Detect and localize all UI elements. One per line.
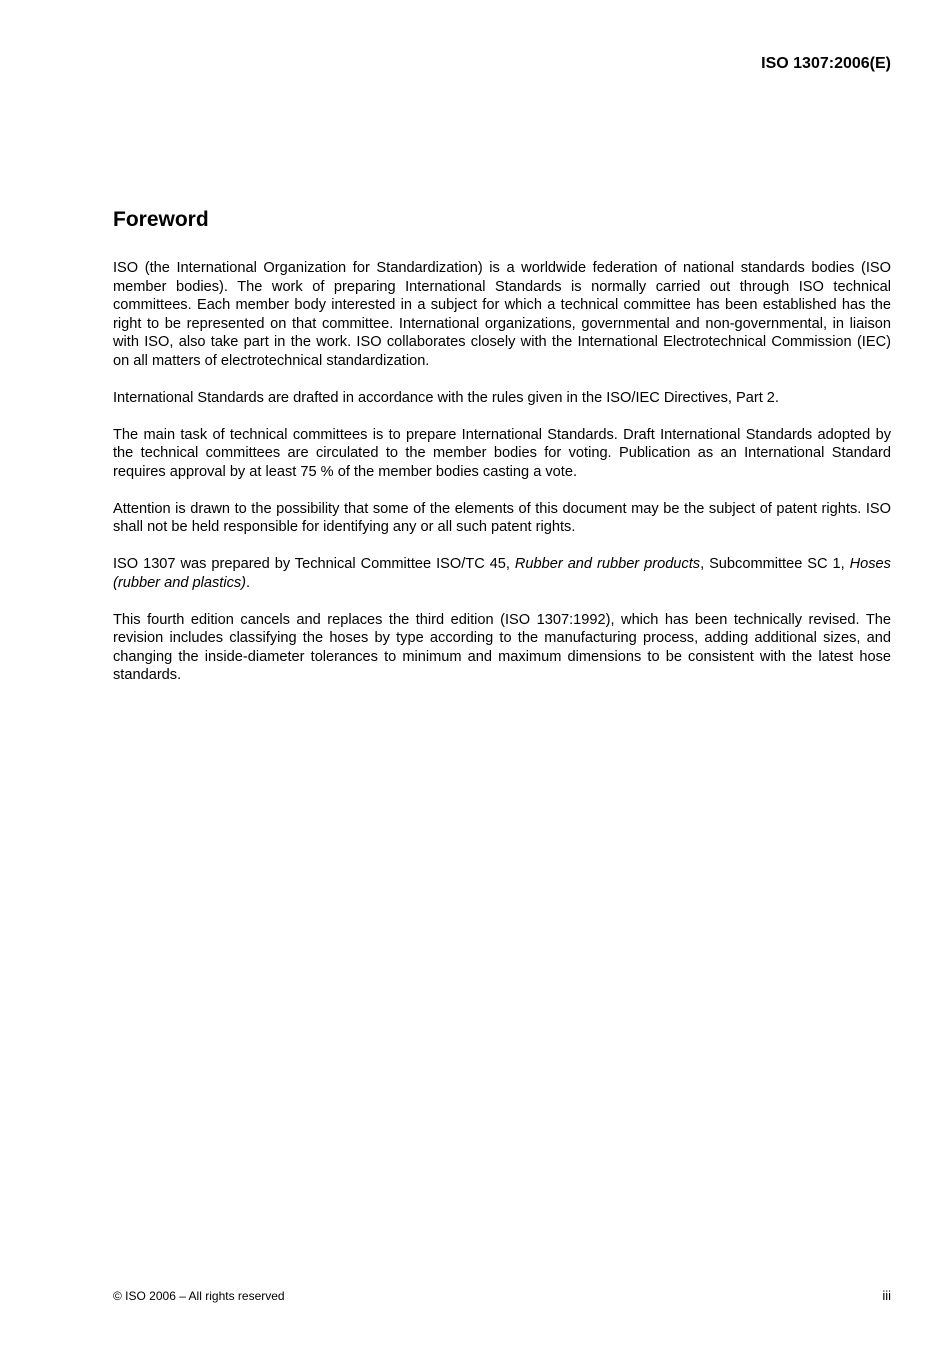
document-id: ISO 1307:2006(E) <box>761 55 891 72</box>
committee-title: Rubber and rubber products <box>514 556 701 572</box>
prepared-by-end: . <box>246 574 251 591</box>
subcommittee-title: Hoses (rubber and plastics) <box>113 556 891 591</box>
footer-copyright: © ISO 2006 – All rights reserved <box>113 1289 285 1303</box>
paragraph-patent-rights: Attention is drawn to the possibility that some of the elements of this document may be the subject of patent rights. ISO shall not be held responsible for identifying any or all such patent rights. <box>113 500 891 535</box>
section-title: Foreword <box>113 208 209 231</box>
prepared-by-lead: ISO 1307 was prepared by Technical Committee ISO/TC 45, <box>113 556 515 572</box>
paragraph-directives: International Standards are drafted in accordance with the rules given in the ISO/IEC Directives, Part 2. <box>113 389 779 406</box>
paragraph-iso-overview: ISO (the International Organization for Standardization) is a worldwide federation of national standards bodies (ISO member bodies). The work of preparing International Standards is normally carried out through ISO technical committees. Each member body interested in a subject for which a technical committee has been established has the right to be represented on that committee. International organizations, governmental and non-governmental, in liaison with ISO, also take part in the work. ISO collaborates closely with the International Electrotechnical Commission (IEC) on all matters of electrotechnical standardization. <box>113 260 891 369</box>
foreword-body <box>113 259 891 703</box>
paragraph-committee-task: The main task of technical committees is to prepare International Standards. Draft International Standards adopted by the technical committees are circulated to the member bodies for voting. Publication as an International Standard requires approval by at least 75 % of the member bodies casting a vote. <box>113 426 891 480</box>
paragraph-edition: This fourth edition cancels and replaces the third edition (ISO 1307:1992), which has been technically revised. The revision includes classifying the hoses by type according to the manufacturing process, adding additional sizes, and changing the inside-diameter tolerances to minimum and maximum dimensions to be consistent with the latest hose standards. <box>113 611 891 683</box>
prepared-by-middle: , Subcommittee SC 1, <box>700 556 850 572</box>
paragraph-prepared-by <box>113 555 891 592</box>
page-number: iii <box>882 1288 891 1303</box>
